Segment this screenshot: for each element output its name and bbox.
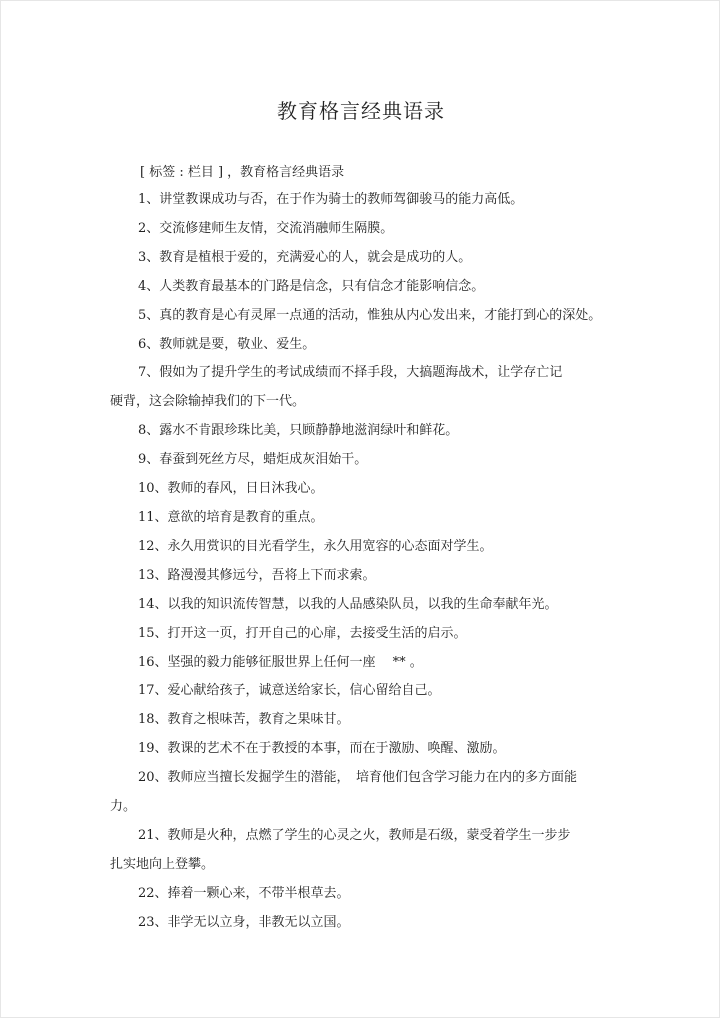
list-item [1, 215, 720, 244]
list-item-text: 8、露水不肯跟珍珠比美，只顾静静地滋润绿叶和鲜花。 [138, 423, 459, 439]
list-item-text: 12、永久用赏识的目光看学生，永久用宽容的心态面对学生。 [138, 538, 493, 554]
list-item-text: 17、爱心献给孩子，诚意送给家长，信心留给自己。 [138, 683, 441, 699]
list-item [1, 909, 720, 938]
list-item-text: 13、路漫漫其修远兮，吾将上下而求索。 [138, 567, 376, 583]
list-item [1, 706, 720, 735]
list-item [1, 359, 720, 417]
list-item [1, 302, 720, 331]
list-item-text: 18、教育之根味苦，教育之果味甘。 [138, 712, 350, 728]
document-title: 教育格言经典语录 [277, 99, 445, 123]
list-item-text: 1、讲堂教课成功与否，在于作为骑士的教师驾御骏马的能力高低。 [138, 192, 524, 207]
list-item-text: 4、人类教育最基本的门路是信念，只有信念才能影响信念。 [138, 278, 485, 294]
list-item-text: 6、教师就是要，敬业、爱生。 [138, 336, 316, 352]
list-item-text: 14、以我的知识流传智慧，以我的人品感染队员，以我的生命奉献年光。 [138, 596, 558, 612]
list-item-text: 20、教师应当擅长发掘学生的潜能， 培育他们包含学习能力在内的多方面能 [138, 770, 578, 786]
list-item-text: 11、意欲的培育是教育的重点。 [138, 509, 324, 525]
list-item [1, 822, 720, 880]
list-item [1, 504, 720, 533]
list-item [1, 331, 720, 360]
list-item-text: 16、坚强的毅力能够征服世界上任何一座 ** 。 [138, 654, 423, 670]
list-item [1, 446, 720, 475]
list-item [1, 273, 720, 302]
list-item [1, 244, 720, 273]
list-item-continuation: 硬背，这会除输掉我们的下一代。 [110, 394, 306, 410]
list-item-text: 9、春蚕到死丝方尽，蜡炬成灰泪始干。 [138, 452, 368, 468]
list-item-text: 3、教育是植根于爱的，充满爱心的人，就会是成功的人。 [138, 249, 472, 265]
list-item [1, 591, 720, 620]
list-item [1, 677, 720, 706]
list-item-continuation: 扎实地向上登攀。 [110, 856, 215, 872]
list-item [1, 186, 720, 215]
list-item [1, 735, 720, 764]
list-item [1, 620, 720, 649]
list-item-text: 15、打开这一页，打开自己的心扉，去接受生活的启示。 [138, 625, 467, 641]
list-item [1, 880, 720, 909]
quote-list [1, 186, 720, 938]
list-item-text: 7、假如为了提升学生的考试成绩而不择手段，大搞题海战术，让学存亡记 [138, 365, 563, 381]
list-item-text: 10、教师的春风，日日沐我心。 [138, 481, 324, 497]
list-item [1, 764, 720, 822]
list-item-text: 23、非学无以立身，非教无以立国。 [138, 914, 350, 930]
list-item [1, 475, 720, 504]
list-item [1, 533, 720, 562]
tag-line: [ 标签 : 栏目 ] ，教育格言经典语录 [140, 165, 345, 180]
list-item-text: 21、教师是火种，点燃了学生的心灵之火，教师是石级，蒙受着学生一步步 [138, 827, 571, 843]
list-item-continuation: 力。 [110, 799, 137, 815]
list-item-text: 2、交流修建师生友情，交流消融师生隔膜。 [138, 220, 394, 236]
list-item [1, 649, 720, 678]
list-item-text: 5、真的教育是心有灵犀一点通的活动，惟独从内心发出来，才能打到心的深处。 [138, 307, 602, 323]
list-item [1, 562, 720, 591]
list-item-text: 22、捧着一颗心来，不带半根草去。 [138, 885, 350, 901]
list-item-text: 19、教课的艺术不在于教授的本事，而在于激励、唤醒、激励。 [138, 741, 506, 757]
list-item [1, 417, 720, 446]
